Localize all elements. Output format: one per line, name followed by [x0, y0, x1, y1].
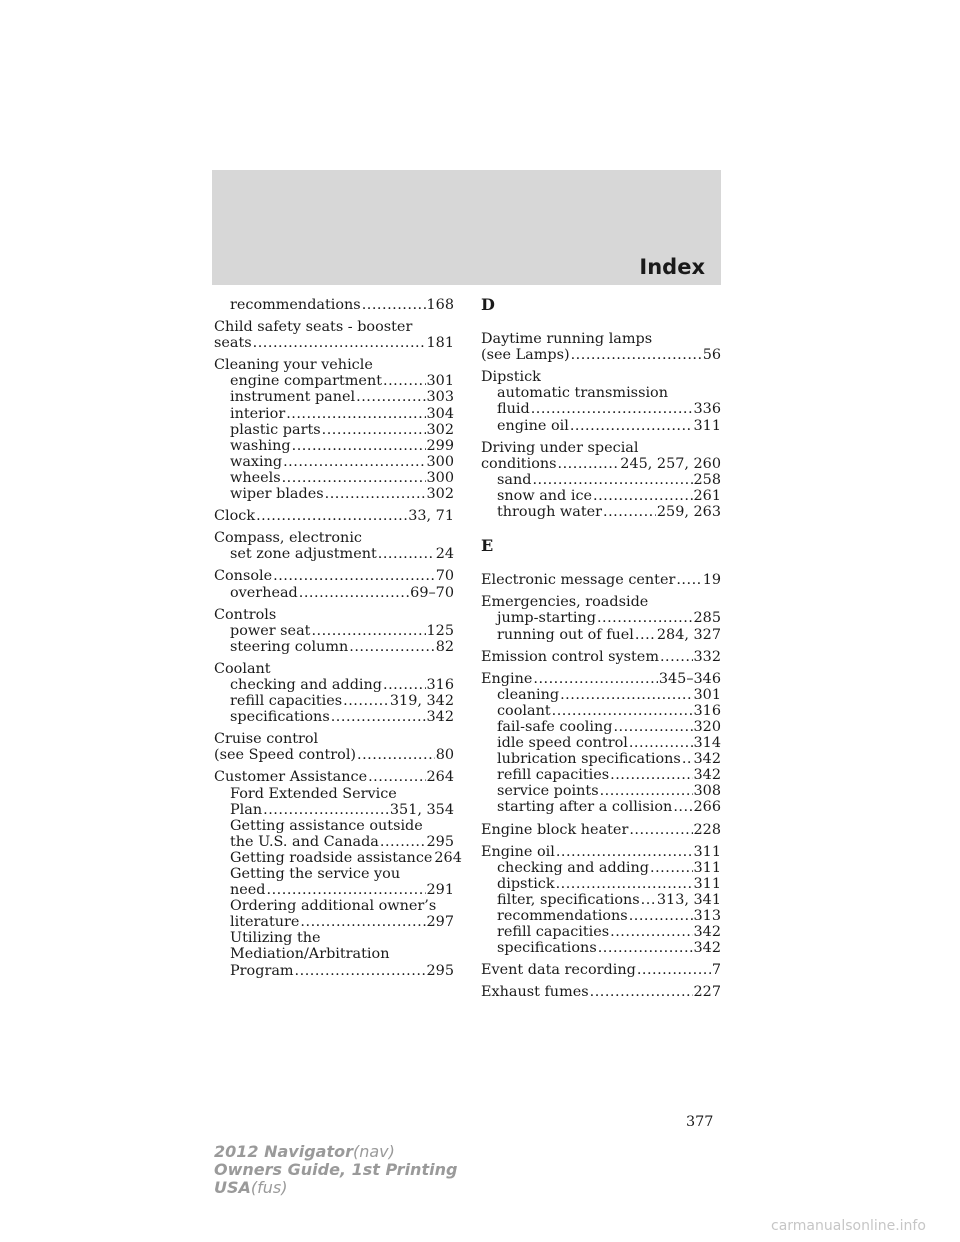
dot-leader [295, 963, 426, 979]
entry-page-ref: 228 [693, 821, 721, 838]
entry-text: specifications [497, 940, 597, 957]
index-subentry [481, 860, 721, 876]
entry-text: running out of fuel [497, 626, 634, 643]
entry-page-ref: 33, 71 [408, 508, 454, 525]
entry-text: overhead [230, 584, 298, 601]
index-subentry [481, 799, 721, 815]
index-entry [481, 594, 721, 642]
entry-text: interior [230, 405, 286, 422]
index-subentry [481, 751, 721, 767]
entry-text: cleaning [497, 686, 560, 703]
index-subentry [214, 677, 454, 693]
entry-text: (see Speed control) [214, 747, 357, 764]
index-subentry [214, 373, 454, 389]
entry-page-ref: 300 [426, 453, 454, 470]
index-entry [214, 319, 454, 351]
entry-text: Cruise control [214, 731, 319, 748]
entry-text: specifications [230, 709, 330, 726]
index-entry [481, 572, 721, 588]
index-entry-line [214, 661, 454, 677]
dot-leader [311, 623, 425, 639]
entry-page-ref: 181 [426, 335, 454, 352]
dot-leader [325, 486, 426, 502]
entry-text: power seat [230, 622, 311, 639]
index-subentry [481, 610, 721, 626]
entry-page-ref: 264 [426, 769, 454, 786]
index-subentry [481, 876, 721, 892]
index-subentry [481, 892, 721, 908]
index-subentry [481, 735, 721, 751]
entry-text: Ordering additional owner’s [230, 898, 437, 915]
entry-text: Event data recording [481, 962, 636, 979]
dot-leader [570, 418, 693, 434]
entry-text: starting after a collision [497, 799, 673, 816]
entry-page-ref: 345–346 [658, 670, 721, 687]
index-letter-heading: D [481, 295, 495, 314]
index-entry [481, 331, 721, 363]
entry-text: Plan [230, 801, 263, 818]
dot-leader [629, 735, 693, 751]
entry-page-ref: 342 [693, 767, 721, 784]
index-entry-line [214, 747, 454, 763]
entry-page-ref: 314 [693, 735, 721, 752]
entry-text: refill capacities [497, 767, 610, 784]
entry-page-ref: 316 [426, 676, 454, 693]
dot-leader [282, 470, 426, 486]
entry-text: Child safety seats - booster [214, 319, 413, 336]
entry-text: checking and adding [497, 859, 650, 876]
footer-model: 2012 Navigator [214, 1142, 353, 1161]
dot-leader [300, 914, 425, 930]
entry-page-ref: 295 [426, 833, 454, 850]
index-entry [214, 568, 454, 600]
entry-page-ref: 284, 327 [656, 626, 721, 643]
dot-leader [629, 908, 693, 924]
entry-text: Exhaust fumes [481, 984, 589, 1001]
entry-page-ref: 19 [702, 572, 721, 589]
entry-text: set zone adjustment [230, 546, 377, 563]
index-entry-line [214, 731, 454, 747]
entry-text: need [230, 882, 266, 899]
entry-text: service points [497, 783, 599, 800]
entry-text: idle speed control [497, 735, 628, 752]
index-subentry [214, 623, 454, 639]
index-entry-line [214, 568, 454, 584]
dot-leader [600, 783, 693, 799]
entry-page-ref: 302 [426, 486, 454, 503]
entry-text: sand [497, 471, 532, 488]
dot-leader [590, 984, 693, 1000]
entry-text: Dipstick [481, 369, 541, 386]
index-entry-line [481, 331, 721, 347]
entry-text: Console [214, 568, 273, 585]
entry-text: jump-starting [497, 610, 596, 627]
index-subentry [214, 898, 454, 914]
entry-page-ref: 258 [693, 471, 721, 488]
entry-page-ref: 336 [693, 401, 721, 418]
entry-text: plastic parts [230, 421, 321, 438]
index-entry-line [481, 369, 721, 385]
index-entry [481, 962, 721, 978]
entry-text: Controls [214, 606, 277, 623]
index-subentry [481, 940, 721, 956]
entry-page-ref: 308 [693, 783, 721, 800]
entry-page-ref: 56 [702, 347, 721, 364]
entry-text: refill capacities [497, 924, 610, 941]
index-entry [481, 844, 721, 957]
index-subentry [481, 783, 721, 799]
index-entry [481, 369, 721, 433]
entry-page-ref: 313, 341 [656, 891, 721, 908]
dot-leader [283, 454, 425, 470]
entry-page-ref: 342 [693, 924, 721, 941]
index-subentry [481, 418, 721, 434]
entry-page-ref: 297 [426, 914, 454, 931]
index-letter-heading: E [481, 536, 494, 556]
index-subentry [214, 546, 454, 562]
dot-leader [356, 389, 425, 405]
entry-text: Mediation/Arbitration [230, 946, 390, 963]
site-watermark: carmanualsonline.info [771, 1218, 926, 1234]
dot-leader [349, 639, 434, 655]
index-subentry [481, 385, 721, 401]
index-entry [214, 508, 454, 524]
dot-leader [383, 677, 426, 693]
entry-text: engine oil [497, 417, 569, 434]
index-column-right [481, 297, 721, 1006]
entry-page-ref: 311 [693, 875, 721, 892]
index-subentry [214, 297, 454, 313]
index-subentry [481, 908, 721, 924]
entry-page-ref: 342 [693, 940, 721, 957]
index-entry [481, 649, 721, 665]
footer-edition: Owners Guide, 1st Printing [214, 1160, 458, 1179]
dot-leader [610, 924, 692, 940]
footer-market: USA [214, 1178, 251, 1197]
index-entry-line [481, 594, 721, 610]
dot-leader [378, 546, 435, 562]
dot-leader [560, 687, 692, 703]
index-entry-line [481, 440, 721, 456]
index-subentry [214, 470, 454, 486]
index-entry-line [481, 962, 721, 978]
index-entry [214, 731, 454, 763]
dot-leader [531, 401, 693, 417]
dot-leader [357, 747, 435, 763]
entry-page-ref: 299 [426, 437, 454, 454]
section-title: Index [639, 255, 705, 279]
dot-leader [603, 504, 656, 520]
entry-text: instrument panel [230, 389, 356, 406]
dot-leader [263, 802, 389, 818]
entry-text: Electronic message center [481, 572, 676, 589]
entry-text: Customer Assistance [214, 769, 368, 786]
entry-page-ref: 24 [435, 546, 454, 563]
entry-text: washing [230, 437, 291, 454]
entry-page-ref: 301 [693, 686, 721, 703]
entry-text: Getting assistance outside [230, 817, 423, 834]
index-entry-line [481, 822, 721, 838]
dot-leader [343, 693, 389, 709]
dot-leader [552, 703, 693, 719]
entry-page-ref: 332 [693, 648, 721, 665]
index-entry-line [481, 671, 721, 687]
index-entry-line [481, 572, 721, 588]
index-column-left [214, 297, 462, 985]
entry-text: wheels [230, 469, 281, 486]
entry-text: refill capacities [230, 693, 343, 710]
index-subentry [214, 786, 454, 802]
entry-page-ref: 302 [426, 421, 454, 438]
entry-text: waxing [230, 453, 283, 470]
index-entry-line [214, 319, 454, 335]
entry-page-ref: 259, 263 [656, 504, 721, 521]
entry-page-ref: 264 [434, 849, 462, 866]
entry-page-ref: 291 [426, 882, 454, 899]
entry-text: Driving under special [481, 439, 639, 456]
index-subentry [214, 834, 454, 850]
index-subentry [214, 389, 454, 405]
entry-page-ref: 301 [426, 373, 454, 390]
dot-leader [571, 347, 702, 363]
entry-page-ref: 82 [435, 638, 454, 655]
index-entry-line [214, 357, 454, 373]
entry-page-ref: 295 [426, 962, 454, 979]
dot-leader [593, 488, 693, 504]
entry-page-ref: 311 [693, 859, 721, 876]
entry-page-ref: 319, 342 [389, 693, 454, 710]
entry-text: Engine block heater [481, 821, 629, 838]
entry-page-ref: 342 [426, 709, 454, 726]
entry-page-ref: 313 [693, 908, 721, 924]
entry-text: conditions [481, 455, 557, 472]
entry-page-ref: 311 [693, 843, 721, 860]
index-subentry [214, 709, 454, 725]
index-subentry [481, 767, 721, 783]
entry-text: coolant [497, 702, 551, 719]
entry-page-ref: 69–70 [410, 584, 454, 601]
dot-leader [331, 709, 426, 725]
page-number: 377 [686, 1114, 714, 1130]
entry-text: fluid [497, 401, 530, 418]
dot-leader [682, 751, 693, 767]
index-subentry [214, 486, 454, 502]
index-subentry [214, 914, 454, 930]
index-subentry [214, 585, 454, 601]
index-entry-line [481, 649, 721, 665]
entry-text: Cleaning your vehicle [214, 357, 373, 374]
entry-text: Utilizing the [230, 930, 321, 947]
index-subentry [481, 719, 721, 735]
entry-text: recommendations [230, 297, 361, 313]
dot-leader [273, 568, 435, 584]
dot-leader [368, 769, 425, 785]
index-subentry [214, 930, 454, 946]
entry-text: Getting the service you [230, 866, 401, 882]
entry-page-ref: 316 [693, 702, 721, 719]
entry-text: Getting roadside assistance [230, 849, 433, 866]
index-entry [214, 607, 454, 655]
index-subentry [214, 454, 454, 470]
index-subentry [481, 504, 721, 520]
dot-leader [650, 860, 693, 876]
entry-text: recommendations [497, 908, 628, 924]
footer-print-info [214, 1143, 457, 1197]
index-subentry [214, 963, 454, 979]
index-entry [214, 530, 454, 562]
dot-leader [383, 373, 426, 389]
entry-page-ref: 80 [435, 747, 454, 764]
dot-leader [292, 438, 426, 454]
entry-text: Coolant [214, 660, 271, 677]
index-subentry [481, 627, 721, 643]
entry-page-ref: 342 [693, 751, 721, 768]
index-entry [214, 769, 462, 979]
dot-leader [286, 406, 425, 422]
entry-text: Emergencies, roadside [481, 594, 649, 611]
entry-text: engine compartment [230, 373, 382, 390]
index-subentry [214, 802, 454, 818]
index-entry-line [214, 530, 454, 546]
index-entry-line [214, 508, 454, 524]
index-header-band [212, 170, 721, 285]
entry-text: Clock [214, 508, 256, 525]
index-entry-line [214, 335, 454, 351]
index-entry-line [214, 607, 454, 623]
entry-page-ref: 261 [693, 487, 721, 504]
dot-leader [532, 472, 692, 488]
index-entry-line [481, 347, 721, 363]
entry-page-ref: 304 [426, 405, 454, 422]
index-subentry [214, 639, 454, 655]
entry-text: checking and adding [230, 676, 383, 693]
index-entry [214, 661, 454, 725]
entry-text: Emission control system [481, 648, 659, 665]
entry-text: steering column [230, 638, 349, 655]
index-subentry [481, 401, 721, 417]
entry-text: automatic transmission [497, 385, 668, 402]
dot-leader [637, 962, 711, 978]
entry-text: Engine [481, 670, 533, 687]
index-subentry [481, 488, 721, 504]
index-entry-line [481, 844, 721, 860]
index-subentry [214, 406, 454, 422]
footer-market-code: (fus) [250, 1178, 288, 1197]
dot-leader [641, 892, 656, 908]
index-subentry [214, 866, 454, 882]
dot-leader [556, 844, 693, 860]
dot-leader [267, 882, 426, 898]
index-subentry [214, 882, 454, 898]
index-subentry [214, 422, 454, 438]
index-entry-line [481, 984, 721, 1000]
index-subentry [481, 687, 721, 703]
index-entry [481, 984, 721, 1000]
entry-text: Daytime running lamps [481, 331, 653, 348]
index-entry [481, 822, 721, 838]
entry-text: literature [230, 914, 300, 931]
entry-page-ref: 285 [693, 610, 721, 627]
entry-text: dipstick [497, 875, 555, 892]
dot-leader [299, 585, 409, 601]
entry-text: Compass, electronic [214, 530, 362, 547]
dot-leader [610, 767, 692, 783]
entry-page-ref: 70 [435, 568, 454, 585]
entry-page-ref: 266 [693, 799, 721, 816]
dot-leader [673, 799, 692, 815]
index-entry [481, 440, 721, 520]
dot-leader [322, 422, 426, 438]
dot-leader [660, 649, 693, 665]
dot-leader [629, 822, 692, 838]
entry-page-ref: 7 [711, 962, 721, 979]
dot-leader [635, 627, 656, 643]
index-subentry [481, 472, 721, 488]
index-subentry [214, 693, 454, 709]
dot-leader [613, 719, 692, 735]
index-subentry [214, 849, 462, 866]
index-entry-line [214, 769, 454, 785]
entry-page-ref: 311 [693, 417, 721, 434]
entry-page-ref: 303 [426, 389, 454, 406]
entry-text: seats [214, 335, 252, 352]
dot-leader [256, 508, 407, 524]
index-subentry [214, 946, 454, 962]
dot-leader [598, 940, 693, 956]
entry-text: Engine oil [481, 843, 555, 860]
index-entry [214, 297, 454, 313]
entry-text: (see Lamps) [481, 347, 570, 364]
index-subentry [481, 703, 721, 719]
footer-model-code: (nav) [352, 1142, 395, 1161]
dot-leader [558, 456, 620, 472]
dot-leader [362, 297, 426, 313]
index-entry [481, 671, 721, 816]
index-subentry [481, 924, 721, 940]
dot-leader [380, 834, 426, 850]
entry-page-ref: 300 [426, 469, 454, 486]
entry-text: the U.S. and Canada [230, 833, 379, 850]
dot-leader [253, 335, 426, 351]
entry-text: Program [230, 962, 294, 979]
dot-leader [533, 671, 657, 687]
entry-text: snow and ice [497, 487, 593, 504]
entry-text: lubrication specifications [497, 751, 681, 768]
entry-page-ref: 125 [426, 622, 454, 639]
entry-page-ref: 320 [693, 718, 721, 735]
entry-text: fail-safe cooling [497, 718, 613, 735]
dot-leader [676, 572, 701, 588]
entry-text: Ford Extended Service [230, 785, 397, 802]
entry-page-ref: 351, 354 [389, 801, 454, 818]
entry-page-ref: 227 [693, 984, 721, 1001]
dot-leader [597, 610, 693, 626]
entry-page-ref: 168 [426, 297, 454, 313]
index-subentry [214, 818, 454, 834]
entry-text: filter, specifications [497, 891, 640, 908]
entry-text: through water [497, 504, 602, 521]
index-entry-line [481, 456, 721, 472]
dot-leader [556, 876, 693, 892]
entry-text: wiper blades [230, 486, 324, 503]
entry-page-ref: 245, 257, 260 [620, 455, 721, 472]
index-subentry [214, 438, 454, 454]
index-entry [214, 357, 454, 502]
